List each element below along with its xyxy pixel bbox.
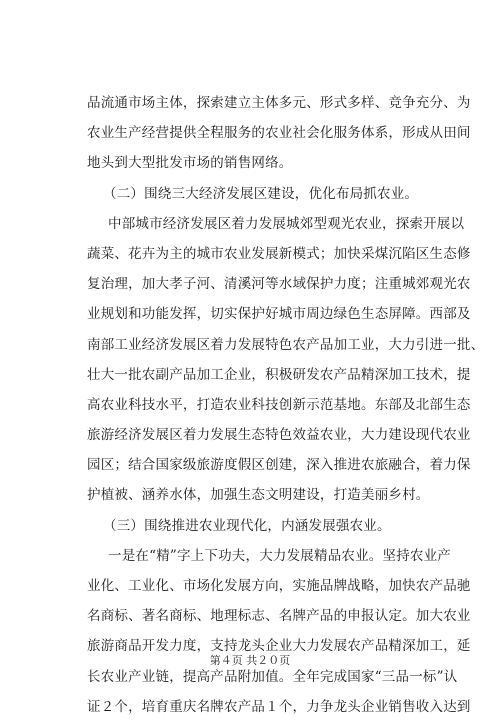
section-heading: （三）围绕推进农业现代化，内涵发展强农业。: [103, 517, 391, 534]
page-footer: 第４页 共２０页: [209, 654, 291, 667]
text-line: 业化、工业化、市场化发展方向，实施品牌战略，加快农产品驰: [87, 578, 471, 594]
text-line: 证２个，培育重庆名牌农产品１个，力争龙头企业销售收入达到: [87, 698, 471, 715]
text-line: 品流通市场主体，探索建立主体多元、形式多样、竞争充分、为: [87, 95, 471, 111]
text-line: 名商标、著名商标、地理标志、名牌产品的申报认定。加大农业: [87, 608, 471, 625]
text-line: 壮大一批农副产品加工企业，积极研发农产品精深加工技术，提: [87, 366, 471, 383]
text-line: 农业生产经营提供全程服务的农业社会化服务体系，形成从田间: [87, 125, 471, 142]
text-line: 一是在“精”字上下功夫，大力发展精品农业。坚持农业产: [108, 547, 452, 564]
text-line: 高农业科技水平，打造农业科技创新示范基地。东部及北部生态: [87, 396, 471, 413]
text-line: 业规划和功能发挥，切实保护好城市周边绿色生态屏障。西部及: [87, 306, 471, 323]
text-line: 蔬菜、花卉为主的城市农业发展新模式；加快采煤沉陷区生态修: [87, 245, 471, 262]
text-line: 园区；结合国家级旅游度假区创建，深入推进农旅融合，着力保: [87, 457, 471, 474]
text-line: 中部城市经济发展区着力发展城郊型观光农业，探索开展以: [108, 215, 465, 232]
text-line: 地头到大型批发市场的销售网络。: [87, 155, 293, 172]
text-line: 旅游商品开发力度，支持龙头企业大力发展农产品精深加工，延: [87, 638, 471, 655]
text-line: 复治理，加大孝子河、清溪河等水域保护力度；注重城郊观光农: [87, 276, 471, 293]
text-line: 旅游经济发展区着力发展生态特色效益农业，大力建设现代农业: [87, 427, 471, 444]
text-line: 护植被、涵养水体，加强生态文明建设，打造美丽乡村。: [87, 487, 430, 504]
text-line: 南部工业经济发展区着力发展特色农产品加工业，大力引进一批、: [87, 336, 485, 353]
document-body: [87, 88, 485, 722]
section-heading: （二）围绕三大经济发展区建设，优化布局抓农业。: [103, 185, 419, 202]
text-line: 长农业产业链，提高产品附加值。全年完成国家“三品一标”认: [87, 668, 458, 685]
